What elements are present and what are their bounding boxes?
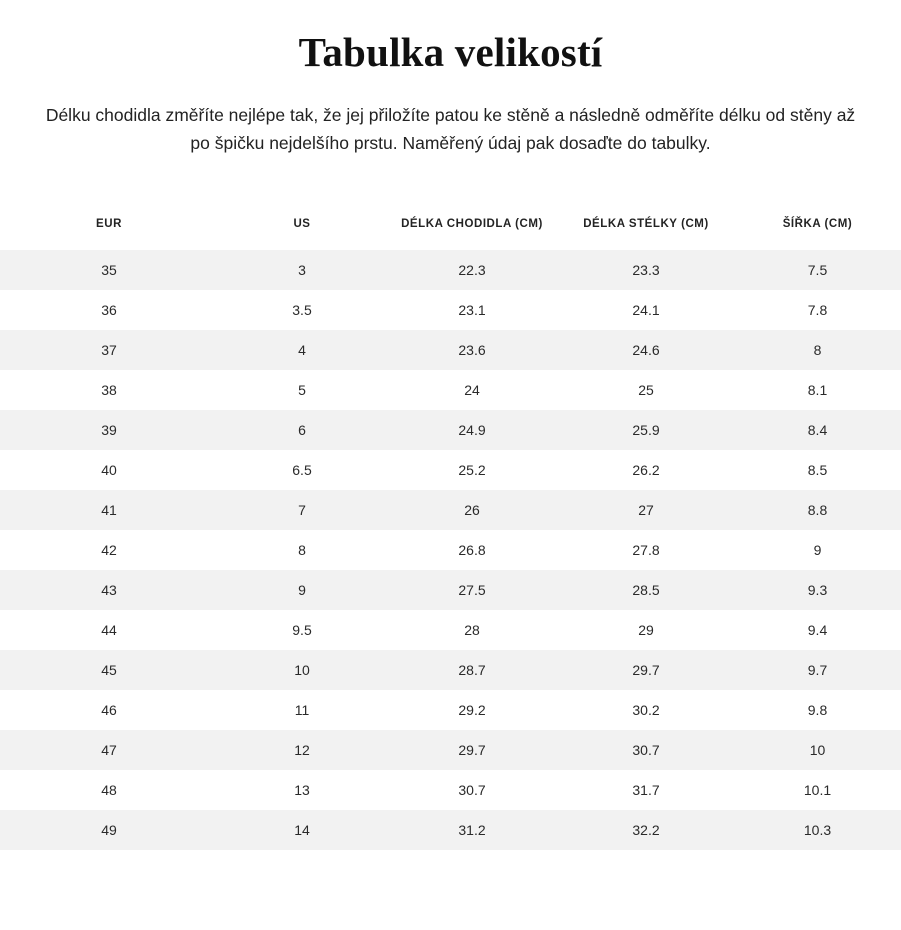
cell-foot-length: 29.2 bbox=[386, 690, 558, 730]
cell-width: 8.5 bbox=[734, 450, 901, 490]
column-header-insole-length: DÉLKA STÉLKY (CM) bbox=[583, 217, 709, 230]
cell-insole-length: 28.5 bbox=[558, 570, 734, 610]
table-row bbox=[0, 290, 901, 330]
size-table-body bbox=[0, 250, 901, 850]
cell-insole-length: 25 bbox=[558, 370, 734, 410]
cell-foot-length: 30.7 bbox=[386, 770, 558, 810]
cell-width: 8 bbox=[734, 330, 901, 370]
cell-width: 8.4 bbox=[734, 410, 901, 450]
cell-us: 7 bbox=[218, 490, 386, 530]
cell-us: 12 bbox=[218, 730, 386, 770]
cell-insole-length: 31.7 bbox=[558, 770, 734, 810]
cell-eur: 44 bbox=[0, 610, 218, 650]
cell-us: 10 bbox=[218, 650, 386, 690]
cell-foot-length: 28.7 bbox=[386, 650, 558, 690]
table-row bbox=[0, 650, 901, 690]
cell-us: 8 bbox=[218, 530, 386, 570]
cell-eur: 35 bbox=[0, 250, 218, 290]
cell-eur: 48 bbox=[0, 770, 218, 810]
cell-us: 9.5 bbox=[218, 610, 386, 650]
table-row bbox=[0, 610, 901, 650]
cell-eur: 42 bbox=[0, 530, 218, 570]
table-header-row bbox=[0, 202, 901, 251]
table-row bbox=[0, 330, 901, 370]
cell-width: 8.1 bbox=[734, 370, 901, 410]
cell-insole-length: 29.7 bbox=[558, 650, 734, 690]
cell-foot-length: 22.3 bbox=[386, 250, 558, 290]
cell-insole-length: 23.3 bbox=[558, 250, 734, 290]
table-row bbox=[0, 370, 901, 410]
table-row bbox=[0, 450, 901, 490]
column-header-width: ŠÍŘKA (CM) bbox=[782, 217, 853, 230]
size-table-head bbox=[0, 202, 901, 251]
cell-eur: 43 bbox=[0, 570, 218, 610]
cell-foot-length: 23.6 bbox=[386, 330, 558, 370]
cell-us: 14 bbox=[218, 810, 386, 850]
cell-eur: 46 bbox=[0, 690, 218, 730]
cell-insole-length: 25.9 bbox=[558, 410, 734, 450]
cell-foot-length: 31.2 bbox=[386, 810, 558, 850]
cell-us: 3.5 bbox=[218, 290, 386, 330]
table-row bbox=[0, 570, 901, 610]
page-title: Tabulka velikostí bbox=[298, 29, 603, 75]
cell-width: 10.1 bbox=[734, 770, 901, 810]
cell-eur: 38 bbox=[0, 370, 218, 410]
cell-insole-length: 24.6 bbox=[558, 330, 734, 370]
size-table bbox=[0, 202, 901, 851]
cell-insole-length: 24.1 bbox=[558, 290, 734, 330]
cell-foot-length: 24.9 bbox=[386, 410, 558, 450]
cell-foot-length: 25.2 bbox=[386, 450, 558, 490]
cell-eur: 37 bbox=[0, 330, 218, 370]
cell-foot-length: 24 bbox=[386, 370, 558, 410]
cell-insole-length: 26.2 bbox=[558, 450, 734, 490]
table-row bbox=[0, 250, 901, 290]
cell-foot-length: 29.7 bbox=[386, 730, 558, 770]
cell-eur: 49 bbox=[0, 810, 218, 850]
cell-width: 9.7 bbox=[734, 650, 901, 690]
cell-eur: 41 bbox=[0, 490, 218, 530]
cell-width: 10.3 bbox=[734, 810, 901, 850]
cell-us: 4 bbox=[218, 330, 386, 370]
cell-insole-length: 30.7 bbox=[558, 730, 734, 770]
cell-eur: 40 bbox=[0, 450, 218, 490]
size-chart-page bbox=[0, 30, 901, 930]
cell-width: 7.5 bbox=[734, 250, 901, 290]
table-row bbox=[0, 530, 901, 570]
cell-eur: 39 bbox=[0, 410, 218, 450]
column-header-foot-length: DÉLKA CHODIDLA (CM) bbox=[401, 217, 543, 230]
cell-us: 11 bbox=[218, 690, 386, 730]
cell-foot-length: 27.5 bbox=[386, 570, 558, 610]
cell-us: 13 bbox=[218, 770, 386, 810]
cell-width: 9.8 bbox=[734, 690, 901, 730]
cell-width: 9.4 bbox=[734, 610, 901, 650]
cell-width: 9.3 bbox=[734, 570, 901, 610]
cell-eur: 45 bbox=[0, 650, 218, 690]
cell-insole-length: 32.2 bbox=[558, 810, 734, 850]
cell-eur: 47 bbox=[0, 730, 218, 770]
cell-us: 6 bbox=[218, 410, 386, 450]
cell-foot-length: 23.1 bbox=[386, 290, 558, 330]
cell-us: 6.5 bbox=[218, 450, 386, 490]
cell-width: 9 bbox=[734, 530, 901, 570]
size-table-container bbox=[0, 202, 901, 851]
cell-foot-length: 26 bbox=[386, 490, 558, 530]
cell-us: 9 bbox=[218, 570, 386, 610]
table-row bbox=[0, 770, 901, 810]
table-row bbox=[0, 410, 901, 450]
table-row bbox=[0, 690, 901, 730]
cell-us: 3 bbox=[218, 250, 386, 290]
table-row bbox=[0, 810, 901, 850]
cell-insole-length: 27.8 bbox=[558, 530, 734, 570]
table-row bbox=[0, 730, 901, 770]
cell-insole-length: 29 bbox=[558, 610, 734, 650]
cell-width: 8.8 bbox=[734, 490, 901, 530]
column-header-eur: EUR bbox=[96, 217, 122, 230]
cell-width: 10 bbox=[734, 730, 901, 770]
cell-insole-length: 30.2 bbox=[558, 690, 734, 730]
intro-paragraph: Délku chodidla změříte nejlépe tak, že jej přiložíte patou ke stěně a následně odměříte délku od stěny až po špičku nejdelšího prstu. Naměřený údaj pak dosaďte do tabulky. bbox=[45, 105, 856, 154]
cell-foot-length: 26.8 bbox=[386, 530, 558, 570]
table-row bbox=[0, 490, 901, 530]
cell-insole-length: 27 bbox=[558, 490, 734, 530]
column-header-us: US bbox=[293, 217, 311, 230]
cell-eur: 36 bbox=[0, 290, 218, 330]
cell-foot-length: 28 bbox=[386, 610, 558, 650]
cell-us: 5 bbox=[218, 370, 386, 410]
cell-width: 7.8 bbox=[734, 290, 901, 330]
